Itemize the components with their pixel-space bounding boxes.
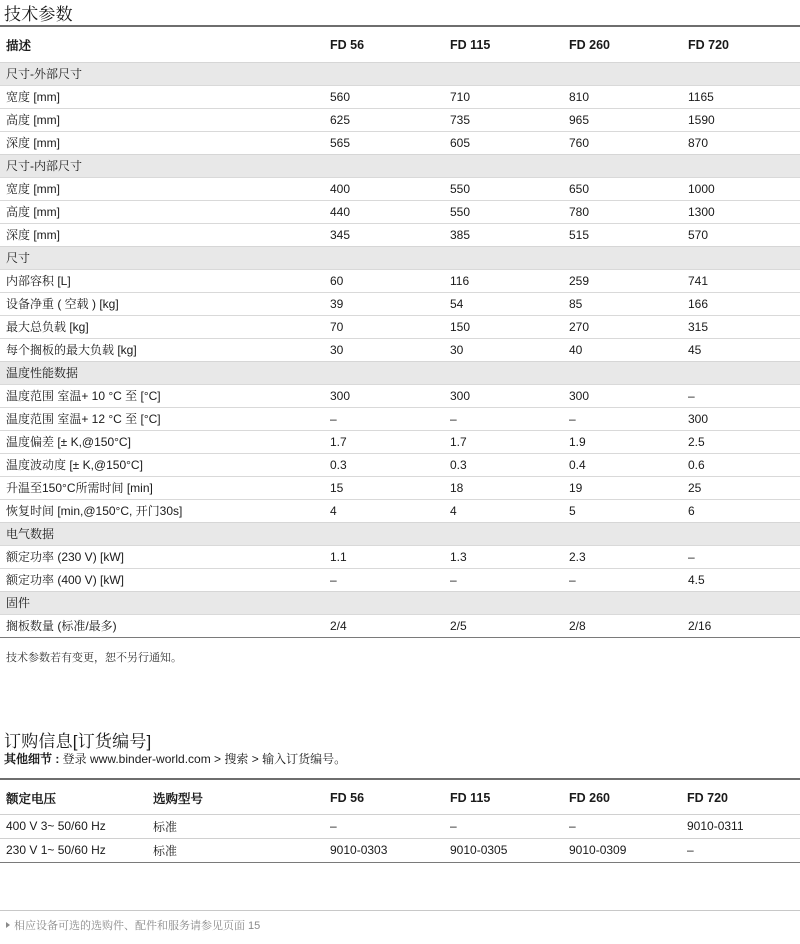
row-value: 810 [563,85,682,108]
group-header-row [0,361,800,384]
row-value: – [444,568,563,591]
row-label: 升温至150°C所需时间 [min] [0,476,324,499]
row-label: 宽度 [mm] [0,177,324,200]
table-row [0,476,800,499]
row-value: 6 [682,499,800,522]
table-row [0,292,800,315]
row-label: 深度 [mm] [0,223,324,246]
row-value: 60 [324,269,444,292]
row-label: 温度范围 室温+ 12 °C 至 [°C] [0,407,324,430]
triangle-bullet-icon [6,922,10,928]
order-title-rule [0,778,800,780]
row-value: 4 [444,499,563,522]
order-row [0,814,800,838]
row-label: 高度 [mm] [0,108,324,131]
row-value: 18 [444,476,563,499]
row-value: 4 [324,499,444,522]
row-value: 300 [324,384,444,407]
order-voltage: 230 V 1~ 50/60 Hz [0,838,147,862]
row-value: 965 [563,108,682,131]
row-value: 0.3 [324,453,444,476]
row-value: – [563,407,682,430]
column-header-model: FD 260 [569,37,610,52]
row-value: 650 [563,177,682,200]
order-type: 标准 [147,838,324,862]
specs-disclaimer: 技术参数若有变更，恕不另行通知。 [6,652,182,664]
order-column-header: 选购型号 [153,791,204,806]
column-header-model: FD 115 [450,37,491,52]
row-value: – [324,407,444,430]
order-column-header: FD 720 [687,790,728,805]
row-value: 870 [682,131,800,154]
order-details-text: 登录 www.binder-world.com > 搜索 > 输入订货编号。 [59,752,347,766]
row-value: 1.7 [444,430,563,453]
row-value: 270 [563,315,682,338]
order-number: – [444,814,563,838]
row-value: 85 [563,292,682,315]
table-row [0,499,800,522]
order-number: 9010-0311 [681,814,800,838]
order-number: – [563,814,681,838]
footer-note-text: 相应设备可选的选购件、配件和服务请参见页面 15 [14,920,261,932]
row-value: 560 [324,85,444,108]
row-label: 恢复时间 [min,@150°C, 开门30s] [0,499,324,522]
group-header-row [0,591,800,614]
row-value: 565 [324,131,444,154]
order-table [0,782,800,863]
table-row [0,223,800,246]
row-value: 5 [563,499,682,522]
specs-title-rule [0,25,800,27]
row-value: 2/5 [444,614,563,637]
table-row [0,545,800,568]
row-value: 710 [444,85,563,108]
row-value: 19 [563,476,682,499]
row-value: 70 [324,315,444,338]
row-value: 1.1 [324,545,444,568]
row-value: – [563,568,682,591]
footer-note [6,917,260,933]
row-value: 259 [563,269,682,292]
row-value: 2/16 [682,614,800,637]
group-header-row [0,154,800,177]
row-value: 625 [324,108,444,131]
table-row [0,338,800,361]
row-value: 760 [563,131,682,154]
row-label: 宽度 [mm] [0,85,324,108]
table-row [0,85,800,108]
row-value: 1590 [682,108,800,131]
table-row [0,384,800,407]
row-value: 116 [444,269,563,292]
row-value: – [444,407,563,430]
order-number: – [324,814,444,838]
row-value: 605 [444,131,563,154]
row-value: 550 [444,177,563,200]
row-value: 1000 [682,177,800,200]
row-label: 额定功率 (400 V) [kW] [0,568,324,591]
row-value: 780 [563,200,682,223]
order-number: – [681,838,800,862]
row-label: 深度 [mm] [0,131,324,154]
row-value: 515 [563,223,682,246]
order-column-header: FD 260 [569,790,610,805]
row-label: 额定功率 (230 V) [kW] [0,545,324,568]
table-row [0,131,800,154]
table-row [0,568,800,591]
row-label: 温度偏差 [± K,@150°C] [0,430,324,453]
row-value: – [682,384,800,407]
order-voltage: 400 V 3~ 50/60 Hz [0,814,147,838]
row-value: 315 [682,315,800,338]
row-value: 0.6 [682,453,800,476]
table-row [0,200,800,223]
row-label: 温度范围 室温+ 10 °C 至 [°C] [0,384,324,407]
order-header-row [0,782,800,814]
row-label: 最大总负载 [kg] [0,315,324,338]
row-value: 30 [324,338,444,361]
row-value: – [324,568,444,591]
row-value: 4.5 [682,568,800,591]
table-row [0,315,800,338]
table-row [0,177,800,200]
order-number: 9010-0303 [324,838,444,862]
row-value: 741 [682,269,800,292]
row-value: 400 [324,177,444,200]
row-value: 2/4 [324,614,444,637]
group-label: 电气数据 [0,522,800,545]
row-value: 54 [444,292,563,315]
row-value: 0.3 [444,453,563,476]
group-header-row [0,62,800,85]
order-column-header: 额定电压 [6,791,57,806]
row-label: 每个搁板的最大负载 [kg] [0,338,324,361]
order-row [0,838,800,862]
row-label: 搁板数量 (标准/最多) [0,614,324,637]
row-label: 内部容积 [L] [0,269,324,292]
column-header-model: FD 720 [688,37,729,52]
group-label: 固件 [0,591,800,614]
row-value: 300 [444,384,563,407]
order-number: 9010-0305 [444,838,563,862]
order-details [4,750,346,767]
row-value: 735 [444,108,563,131]
row-value: 45 [682,338,800,361]
row-value: 550 [444,200,563,223]
order-details-label: 其他细节 : [4,752,60,766]
row-value: 300 [563,384,682,407]
table-row [0,430,800,453]
order-number: 9010-0309 [563,838,681,862]
table-row [0,614,800,637]
table-row [0,407,800,430]
row-value: 1.9 [563,430,682,453]
row-value: 30 [444,338,563,361]
row-value: 1.3 [444,545,563,568]
row-value: 300 [682,407,800,430]
order-type: 标准 [147,814,324,838]
specs-header-row [0,28,800,62]
row-value: 345 [324,223,444,246]
row-value: 2/8 [563,614,682,637]
specs-title: 技术参数 [4,5,73,24]
order-column-header: FD 115 [450,790,491,805]
row-value: 39 [324,292,444,315]
row-label: 设备净重 ( 空载 ) [kg] [0,292,324,315]
specs-table [0,28,800,638]
group-label: 温度性能数据 [0,361,800,384]
row-value: 2.5 [682,430,800,453]
column-header-description: 描述 [6,38,32,53]
row-label: 温度波动度 [± K,@150°C] [0,453,324,476]
row-value: 1165 [682,85,800,108]
row-value: 15 [324,476,444,499]
row-value: 1300 [682,200,800,223]
group-label: 尺寸 [0,246,800,269]
row-value: 40 [563,338,682,361]
row-value: 440 [324,200,444,223]
table-row [0,108,800,131]
column-header-model: FD 56 [330,37,365,52]
row-value: 2.3 [563,545,682,568]
group-header-row [0,246,800,269]
order-column-header: FD 56 [330,790,365,805]
row-value: 166 [682,292,800,315]
group-label: 尺寸-外部尺寸 [0,62,800,85]
row-value: 25 [682,476,800,499]
row-value: 1.7 [324,430,444,453]
row-value: 0.4 [563,453,682,476]
order-title: 订购信息[订货编号] [4,732,152,751]
footer-rule [0,910,800,911]
group-label: 尺寸-内部尺寸 [0,154,800,177]
row-value: 385 [444,223,563,246]
row-value: 570 [682,223,800,246]
row-value: – [682,545,800,568]
table-row [0,269,800,292]
group-header-row [0,522,800,545]
row-label: 高度 [mm] [0,200,324,223]
table-row [0,453,800,476]
row-value: 150 [444,315,563,338]
